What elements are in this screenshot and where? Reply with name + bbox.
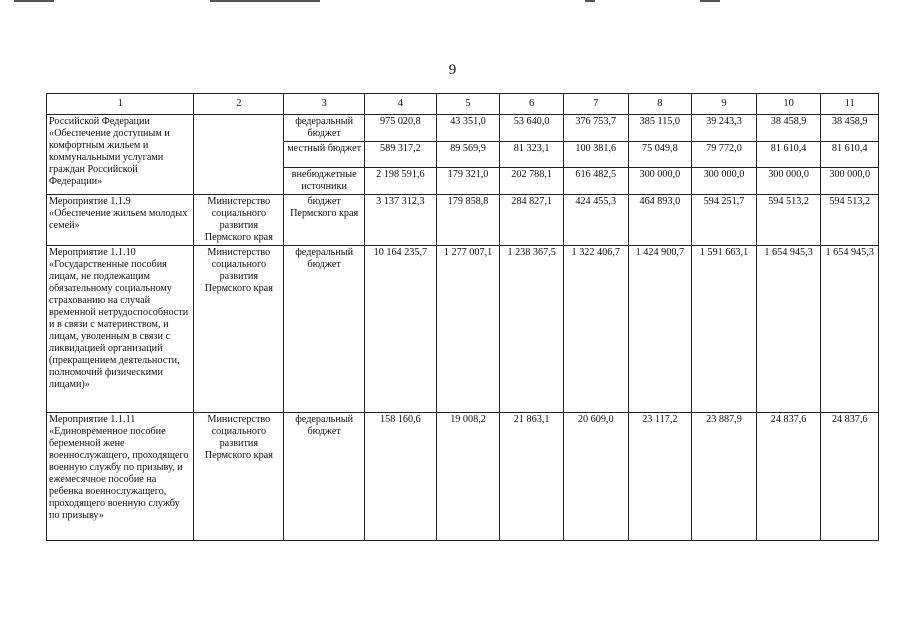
value-cell: 21 863,1 xyxy=(500,413,564,541)
value-cell: 1 238 367,5 xyxy=(500,246,564,413)
value-cell: 616 482,5 xyxy=(563,168,628,195)
header-row xyxy=(47,94,879,115)
column-header: 11 xyxy=(821,94,879,115)
funding-source-cell: федеральный бюджет xyxy=(284,246,365,413)
value-cell: 179 321,0 xyxy=(436,168,500,195)
column-header: 5 xyxy=(436,94,500,115)
column-header: 8 xyxy=(628,94,692,115)
value-cell: 75 049,8 xyxy=(628,142,692,168)
value-cell: 589 317,2 xyxy=(365,142,437,168)
column-header: 4 xyxy=(365,94,437,115)
value-cell: 385 115,0 xyxy=(628,115,692,142)
funding-source-cell: федеральный бюджет xyxy=(284,115,365,142)
scan-edge-line xyxy=(585,0,595,2)
page-number: 9 xyxy=(448,62,457,78)
value-cell: 376 753,7 xyxy=(563,115,628,142)
value-cell: 38 458,9 xyxy=(821,115,879,142)
value-cell: 38 458,9 xyxy=(756,115,821,142)
value-cell: 1 591 663,1 xyxy=(692,246,757,413)
measure-name-cell: Мероприятие 1.1.11 «Единовременное пособие беременной жене военнослужащего, проходящего военную службу по призыву, и ежемесячное пособие на ребенка военнослужащего, проходящего военную службу по призыву» xyxy=(47,413,194,541)
value-cell: 89 569,9 xyxy=(436,142,500,168)
value-cell: 300 000,0 xyxy=(756,168,821,195)
value-cell: 81 323,1 xyxy=(500,142,564,168)
column-header: 9 xyxy=(692,94,757,115)
value-cell: 464 893,0 xyxy=(628,195,692,246)
value-cell: 594 513,2 xyxy=(821,195,879,246)
value-cell: 23 887,9 xyxy=(692,413,757,541)
value-cell: 39 243,3 xyxy=(692,115,757,142)
value-cell: 424 455,3 xyxy=(563,195,628,246)
column-header: 2 xyxy=(194,94,284,115)
funding-source-cell: бюджет Пермского края xyxy=(284,195,365,246)
executor-cell xyxy=(194,115,284,195)
scan-edge-line xyxy=(210,0,320,2)
value-cell: 594 513,2 xyxy=(756,195,821,246)
value-cell: 594 251,7 xyxy=(692,195,757,246)
column-header: 3 xyxy=(284,94,365,115)
value-cell: 300 000,0 xyxy=(628,168,692,195)
value-cell: 284 827,1 xyxy=(500,195,564,246)
column-header: 1 xyxy=(47,94,194,115)
funding-source-cell: федеральный бюджет xyxy=(284,413,365,541)
value-cell: 3 137 312,3 xyxy=(365,195,437,246)
column-header: 10 xyxy=(756,94,821,115)
measure-name-cell: Российской Федерации «Обеспечение доступным и комфортным жильем и коммунальными услугами граждан Российской Федерации» xyxy=(47,115,194,195)
value-cell: 1 654 945,3 xyxy=(756,246,821,413)
executor-cell: Министерство социального развития Пермского края xyxy=(194,413,284,541)
value-cell: 81 610,4 xyxy=(756,142,821,168)
executor-cell: Министерство социального развития Пермского края xyxy=(194,195,284,246)
value-cell: 1 424 900,7 xyxy=(628,246,692,413)
value-cell: 300 000,0 xyxy=(821,168,879,195)
value-cell: 1 277 007,1 xyxy=(436,246,500,413)
measure-name-cell: Мероприятие 1.1.10 «Государственные пособия лицам, не подлежащим обязательному социальному страхованию на случай временной нетрудоспособности и в связи с материнством, и лицам, уволенным в связи с ликвидацией организаций (прекращением деятельности, полномочий физическими лицами)» xyxy=(47,246,194,413)
table-row xyxy=(47,246,879,413)
value-cell: 2 198 591,6 xyxy=(365,168,437,195)
value-cell: 158 160,6 xyxy=(365,413,437,541)
value-cell: 23 117,2 xyxy=(628,413,692,541)
value-cell: 24 837,6 xyxy=(756,413,821,541)
table-row xyxy=(47,413,879,541)
measure-name-cell: Мероприятие 1.1.9 «Обеспечение жильем молодых семей» xyxy=(47,195,194,246)
funding-source-cell: местный бюджет xyxy=(284,142,365,168)
table-row xyxy=(47,195,879,246)
table-row xyxy=(47,115,879,142)
value-cell: 43 351,0 xyxy=(436,115,500,142)
value-cell: 19 008,2 xyxy=(436,413,500,541)
value-cell: 79 772,0 xyxy=(692,142,757,168)
value-cell: 975 020,8 xyxy=(365,115,437,142)
value-cell: 81 610,4 xyxy=(821,142,879,168)
value-cell: 24 837,6 xyxy=(821,413,879,541)
value-cell: 53 640,0 xyxy=(500,115,564,142)
value-cell: 20 609,0 xyxy=(563,413,628,541)
value-cell: 1 322 406,7 xyxy=(563,246,628,413)
funding-source-cell: внебюджетные источники xyxy=(284,168,365,195)
budget-table xyxy=(46,93,879,541)
scan-edge-line xyxy=(700,0,720,2)
executor-cell: Министерство социального развития Пермского края xyxy=(194,246,284,413)
value-cell: 202 788,1 xyxy=(500,168,564,195)
column-header: 7 xyxy=(563,94,628,115)
value-cell: 10 164 235,7 xyxy=(365,246,437,413)
scan-edge-line xyxy=(14,0,54,2)
value-cell: 300 000,0 xyxy=(692,168,757,195)
value-cell: 179 858,8 xyxy=(436,195,500,246)
value-cell: 100 381,6 xyxy=(563,142,628,168)
column-header: 6 xyxy=(500,94,564,115)
value-cell: 1 654 945,3 xyxy=(821,246,879,413)
